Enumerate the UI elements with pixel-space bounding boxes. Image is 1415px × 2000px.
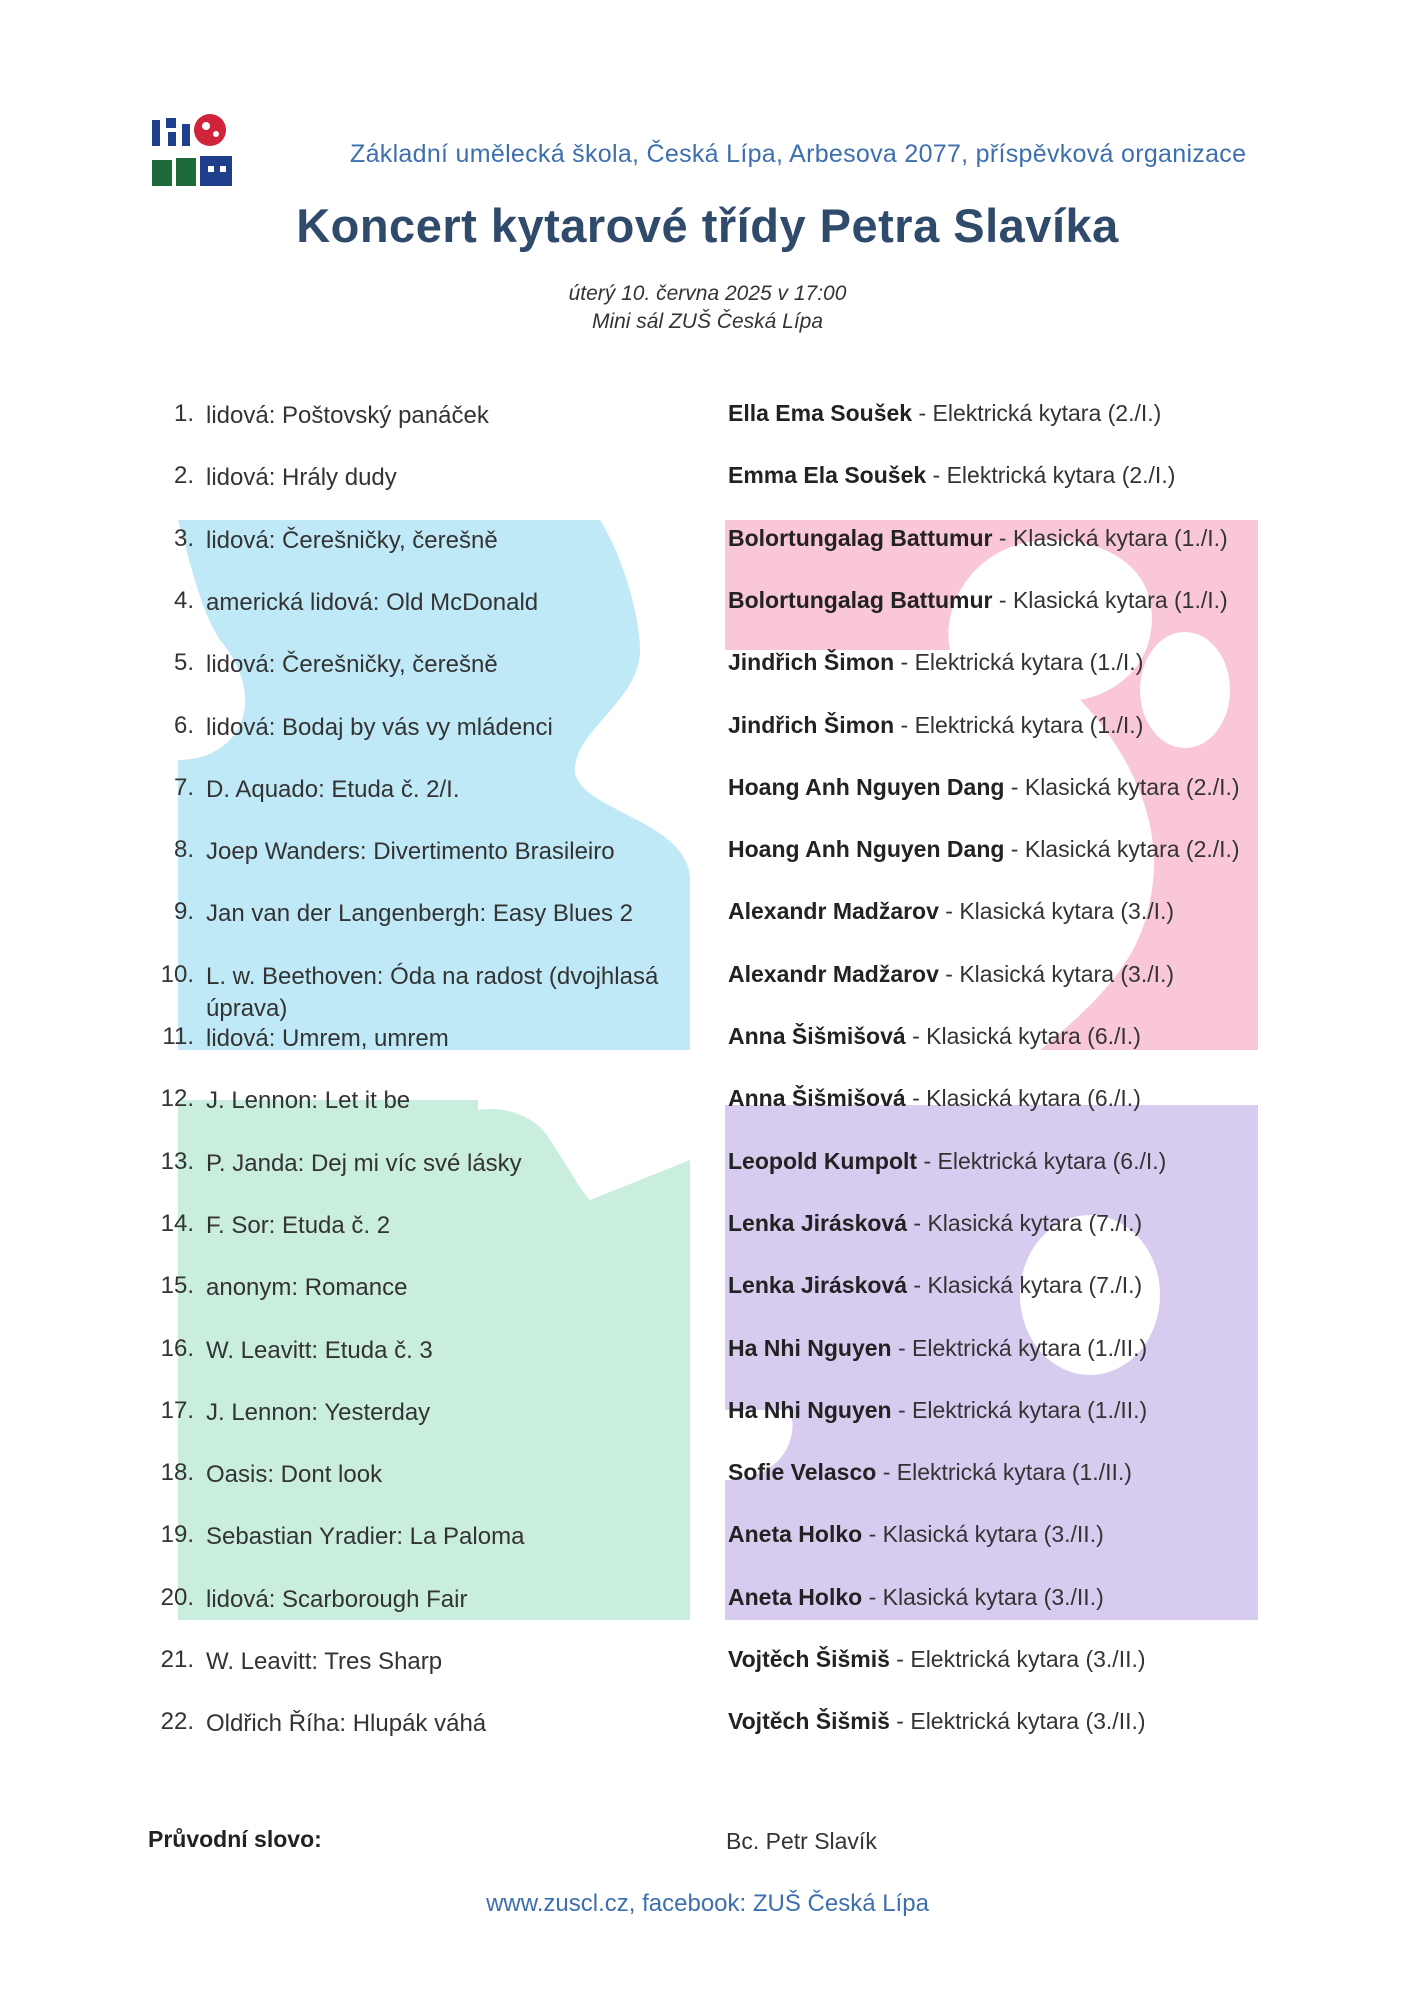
performer-name: Bolortungalag Battumur: [728, 586, 993, 613]
program-item: [0, 1397, 1415, 1453]
performer: [728, 587, 1368, 614]
performer-name: Jindřich Šimon: [728, 711, 895, 738]
program-item: [0, 1085, 1415, 1141]
instrument-class: - Elektrická kytara (1./I.): [894, 649, 1144, 676]
piece-title: Jan van der Langenbergh: Easy Blues 2: [206, 900, 633, 928]
performer-name: Leopold Kumpolt: [728, 1147, 918, 1174]
performer: [728, 836, 1368, 863]
program-item: [0, 1584, 1415, 1640]
performer: [728, 1397, 1368, 1424]
piece-title: anonym: Romance: [206, 1274, 408, 1302]
performer-name: Jindřich Šimon: [728, 649, 895, 676]
performer-name: Bolortungalag Battumur: [728, 524, 993, 551]
program-item: [0, 774, 1415, 830]
instrument-class: - Klasická kytara (7./I.): [907, 1209, 1143, 1236]
performer-name: Ella Ema Soušek: [728, 400, 913, 426]
item-number: 14.: [160, 1209, 194, 1237]
piece-title: Oasis: Dont look: [206, 1461, 383, 1489]
instrument-class: - Elektrická kytara (2./I.): [912, 400, 1162, 426]
performer: [728, 1521, 1368, 1548]
performer-name: Aneta Holko: [728, 1521, 863, 1548]
instrument-class: - Elektrická kytara (6./I.): [917, 1147, 1167, 1174]
item-number: 11.: [162, 1023, 194, 1050]
item-number: 12.: [160, 1085, 194, 1113]
concert-venue: Mini sál ZUŠ Česká Lípa: [591, 310, 824, 333]
piece-title: lidová: Scarborough Fair: [206, 1585, 468, 1613]
program-item: [0, 1459, 1415, 1515]
item-number: 4.: [173, 586, 194, 614]
performer-name: Vojtěch Šišmiš: [728, 1646, 890, 1672]
piece-title: F. Sor: Etuda č. 2: [206, 1211, 391, 1239]
piece-title: J. Lennon: Let it be: [206, 1087, 411, 1115]
piece-title: J. Lennon: Yesterday: [206, 1398, 431, 1426]
instrument-class: - Elektrická kytara (1./II.): [891, 1334, 1148, 1361]
program-item: [0, 1023, 1415, 1079]
item-number: 19.: [160, 1521, 194, 1549]
instrument-class: - Klasická kytara (6./I.): [905, 1085, 1141, 1112]
performer: [728, 1210, 1368, 1237]
program-item: [0, 525, 1415, 581]
program-item: [0, 712, 1415, 768]
performer: [728, 961, 1368, 988]
instrument-class: - Klasická kytara (6./I.): [905, 1023, 1141, 1049]
instrument-class: - Klasická kytara (7./I.): [907, 1272, 1143, 1299]
performer-name: Ha Nhi Nguyen: [728, 1396, 892, 1423]
performer: [728, 649, 1368, 676]
host-name: Bc. Petr Slavík: [726, 1828, 877, 1854]
piece-title: lidová: Čerešničky, čerešně: [206, 526, 498, 554]
performer-name: Ha Nhi Nguyen: [728, 1334, 892, 1361]
item-number: 7.: [173, 773, 194, 801]
program-item: [0, 587, 1415, 643]
performer: [728, 1584, 1368, 1611]
piece-title: P. Janda: Dej mi víc své lásky: [206, 1149, 522, 1177]
concert-date: úterý 10. června 2025 v 17:00: [568, 282, 847, 305]
performer: [728, 1023, 1368, 1050]
page-title: Koncert kytarové třídy Petra Slavíka: [296, 199, 1119, 252]
performer-name: Sofie Velasco: [728, 1459, 877, 1486]
performer: [728, 462, 1368, 489]
performer-name: Hoang Anh Nguyen Dang: [728, 836, 1005, 863]
program-item: [0, 1210, 1415, 1266]
item-number: 2.: [173, 462, 194, 490]
performer: [728, 1459, 1368, 1486]
instrument-class: - Elektrická kytara (1./I.): [894, 711, 1144, 738]
item-number: 5.: [173, 649, 194, 677]
instrument-class: - Klasická kytara (3./II.): [862, 1521, 1104, 1548]
performer: [728, 1708, 1368, 1735]
performer-name: Anna Šišmišová: [728, 1085, 906, 1112]
program-item: [0, 1148, 1415, 1204]
piece-title: lidová: Čerešničky, čerešně: [206, 651, 498, 679]
item-number: 10.: [160, 960, 194, 988]
program-item: [0, 1335, 1415, 1391]
piece-title: W. Leavitt: Etuda č. 3: [206, 1336, 433, 1364]
program-item: [0, 1272, 1415, 1328]
performer: [728, 712, 1368, 739]
instrument-class: - Klasická kytara (1./I.): [992, 586, 1228, 613]
school-logo-icon: [148, 110, 236, 196]
piece-title: D. Aquado: Etuda č. 2/I.: [206, 775, 460, 803]
piece-title: Oldřich Říha: Hlupák váhá: [206, 1710, 487, 1738]
piece-title: Joep Wanders: Divertimento Brasileiro: [206, 838, 615, 866]
performer-name: Lenka Jirásková: [728, 1272, 908, 1299]
instrument-class: - Elektrická kytara (3./II.): [889, 1646, 1146, 1672]
performer: [728, 525, 1368, 552]
program-item: [0, 836, 1415, 892]
performer-name: Alexandr Madžarov: [728, 960, 939, 987]
performer-name: Emma Ela Soušek: [728, 462, 927, 489]
performer: [728, 1272, 1368, 1299]
instrument-class: - Elektrická kytara (1./II.): [891, 1396, 1148, 1423]
performer: [728, 774, 1368, 801]
program-item: [0, 649, 1415, 705]
instrument-class: - Klasická kytara (3./I.): [938, 898, 1175, 925]
program-item: [0, 898, 1415, 954]
instrument-class: - Klasická kytara (3./I.): [938, 960, 1175, 987]
school-name: Základní umělecká škola, Česká Lípa, Arbesova 2077, příspěvková organizace: [350, 140, 1247, 168]
item-number: 20.: [160, 1583, 194, 1611]
performer-name: Hoang Anh Nguyen Dang: [728, 773, 1005, 800]
program-list: [0, 400, 1415, 1790]
instrument-class: - Klasická kytara (2./I.): [1004, 773, 1240, 800]
instrument-class: - Elektrická kytara (3./II.): [889, 1708, 1146, 1735]
program-item: [0, 960, 1415, 1022]
item-number: 21.: [160, 1646, 194, 1673]
instrument-class: - Klasická kytara (3./II.): [862, 1583, 1104, 1610]
instrument-class: - Elektrická kytara (2./I.): [926, 462, 1176, 489]
piece-title: americká lidová: Old McDonald: [206, 588, 539, 616]
website-link[interactable]: www.zuscl.cz, facebook: ZUŠ Česká Lípa: [486, 1890, 929, 1917]
item-number: 22.: [160, 1708, 194, 1736]
program-item: [0, 400, 1415, 456]
item-number: 16.: [160, 1334, 194, 1362]
item-number: 17.: [160, 1396, 194, 1424]
piece-title: L. w. Beethoven: Óda na radost (dvojhlasá úprava): [206, 962, 659, 1022]
piece-title: lidová: Umrem, umrem: [206, 1025, 449, 1052]
item-number: 18.: [160, 1459, 194, 1487]
performer-name: Aneta Holko: [728, 1583, 863, 1610]
item-number: 8.: [173, 836, 194, 864]
program-item: [0, 1646, 1415, 1702]
program-item: [0, 462, 1415, 518]
piece-title: lidová: Hrály dudy: [206, 464, 397, 492]
performer: [728, 400, 1368, 427]
program-item: [0, 1708, 1415, 1764]
piece-title: W. Leavitt: Tres Sharp: [206, 1648, 443, 1675]
host-label: Průvodní slovo:: [148, 1826, 322, 1852]
item-number: 6.: [173, 711, 194, 739]
piece-title: lidová: Bodaj by vás vy mládenci: [206, 713, 553, 741]
performer-name: Vojtěch Šišmiš: [728, 1708, 890, 1735]
program-item: [0, 1521, 1415, 1577]
instrument-class: - Klasická kytara (2./I.): [1004, 836, 1240, 863]
performer: [728, 1646, 1368, 1673]
item-number: 1.: [173, 400, 194, 427]
performer-name: Lenka Jirásková: [728, 1209, 908, 1236]
performer: [728, 898, 1368, 925]
item-number: 13.: [160, 1147, 194, 1175]
item-number: 3.: [173, 524, 194, 552]
item-number: 9.: [173, 898, 194, 926]
performer-name: Anna Šišmišová: [728, 1023, 906, 1049]
piece-title: Sebastian Yradier: La Paloma: [206, 1523, 525, 1551]
performer: [728, 1085, 1368, 1112]
performer-name: Alexandr Madžarov: [728, 898, 939, 925]
performer: [728, 1335, 1368, 1362]
piece-title: lidová: Poštovský panáček: [206, 402, 489, 429]
instrument-class: - Klasická kytara (1./I.): [992, 524, 1228, 551]
performer: [728, 1148, 1368, 1175]
item-number: 15.: [160, 1272, 194, 1300]
instrument-class: - Elektrická kytara (1./II.): [876, 1459, 1132, 1486]
